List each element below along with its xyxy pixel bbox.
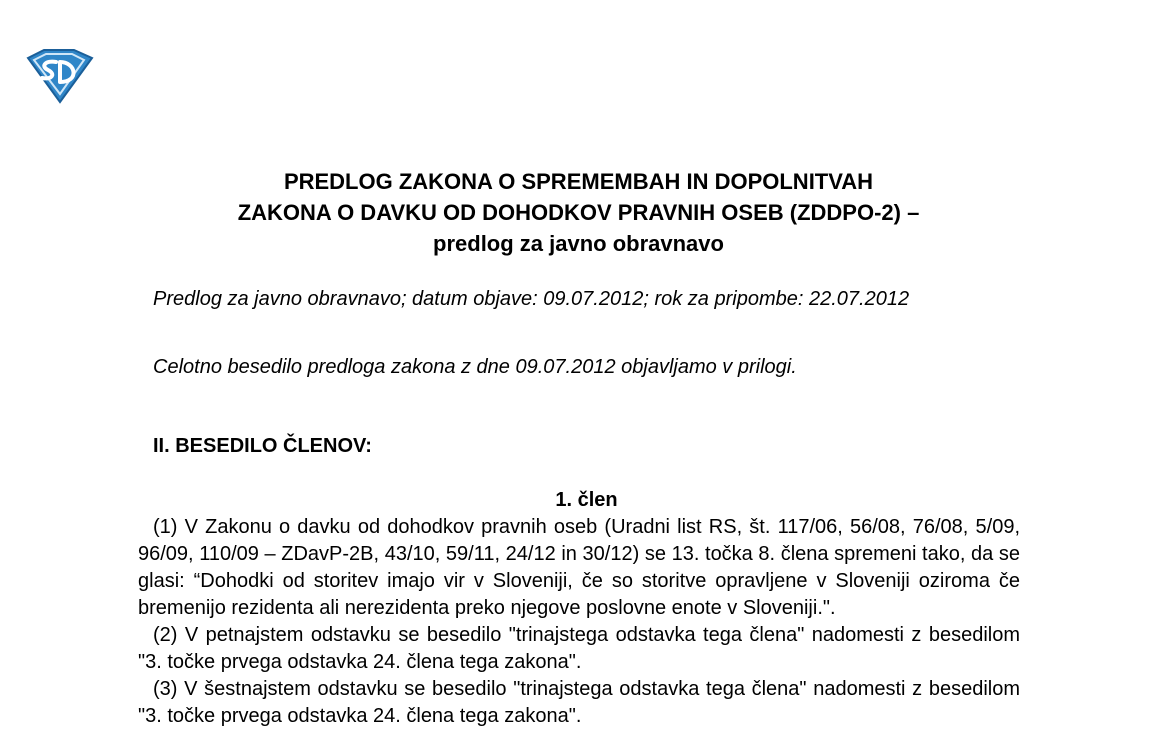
document-title xyxy=(0,166,1157,259)
company-logo xyxy=(22,48,96,104)
title-line-2: ZAKONA O DAVKU OD DOHODKOV PRAVNIH OSEB (ZDDPO-2) – xyxy=(237,200,920,225)
article-body xyxy=(138,514,1020,730)
article-paragraph-3: (3) V šestnajstem odstavku se besedilo "trinajstega odstavka tega člena" nadomesti z besedilom "3. točke prvega odstavka 24. člena tega zakona". xyxy=(138,678,1020,727)
article-paragraph-1: (1) V Zakonu o davku od dohodkov pravnih oseb (Uradni list RS, št. 117/06, 56/08, 76/08, 5/09, 96/09, 110/09 – ZDavP-2B, 43/10, 59/11, 24/12 in 30/12) se 13. točka 8. člena spremeni tako, da se glasi: “Dohodki od storitev imajo vir v Sloveniji, če so storitve opravljene v Sloveniji oziroma če bremenijo rezidenta ali nerezidenta preko njegove poslovne enote v Sloveniji.". xyxy=(138,516,1020,619)
title-line-3: predlog za javno obravnavo xyxy=(433,231,724,256)
publication-info xyxy=(138,286,1020,313)
publication-info-text: Predlog za javno obravnavo; datum objave: 09.07.2012; rok za pripombe: 22.07.2012 xyxy=(153,288,910,310)
attachment-note: Celotno besedilo predloga zakona z dne 09.07.2012 objavljamo v prilogi. xyxy=(153,356,797,378)
article-heading: 1. člen xyxy=(555,489,618,511)
article-paragraph-2: (2) V petnajstem odstavku se besedilo "trinajstega odstavka tega člena" nadomesti z besedilom "3. točke prvega odstavka 24. člena tega zakona". xyxy=(138,624,1020,673)
title-line-1: PREDLOG ZAKONA O SPREMEMBAH IN DOPOLNITVAH xyxy=(283,169,874,194)
section-heading: II. BESEDILO ČLENOV: xyxy=(153,435,372,457)
